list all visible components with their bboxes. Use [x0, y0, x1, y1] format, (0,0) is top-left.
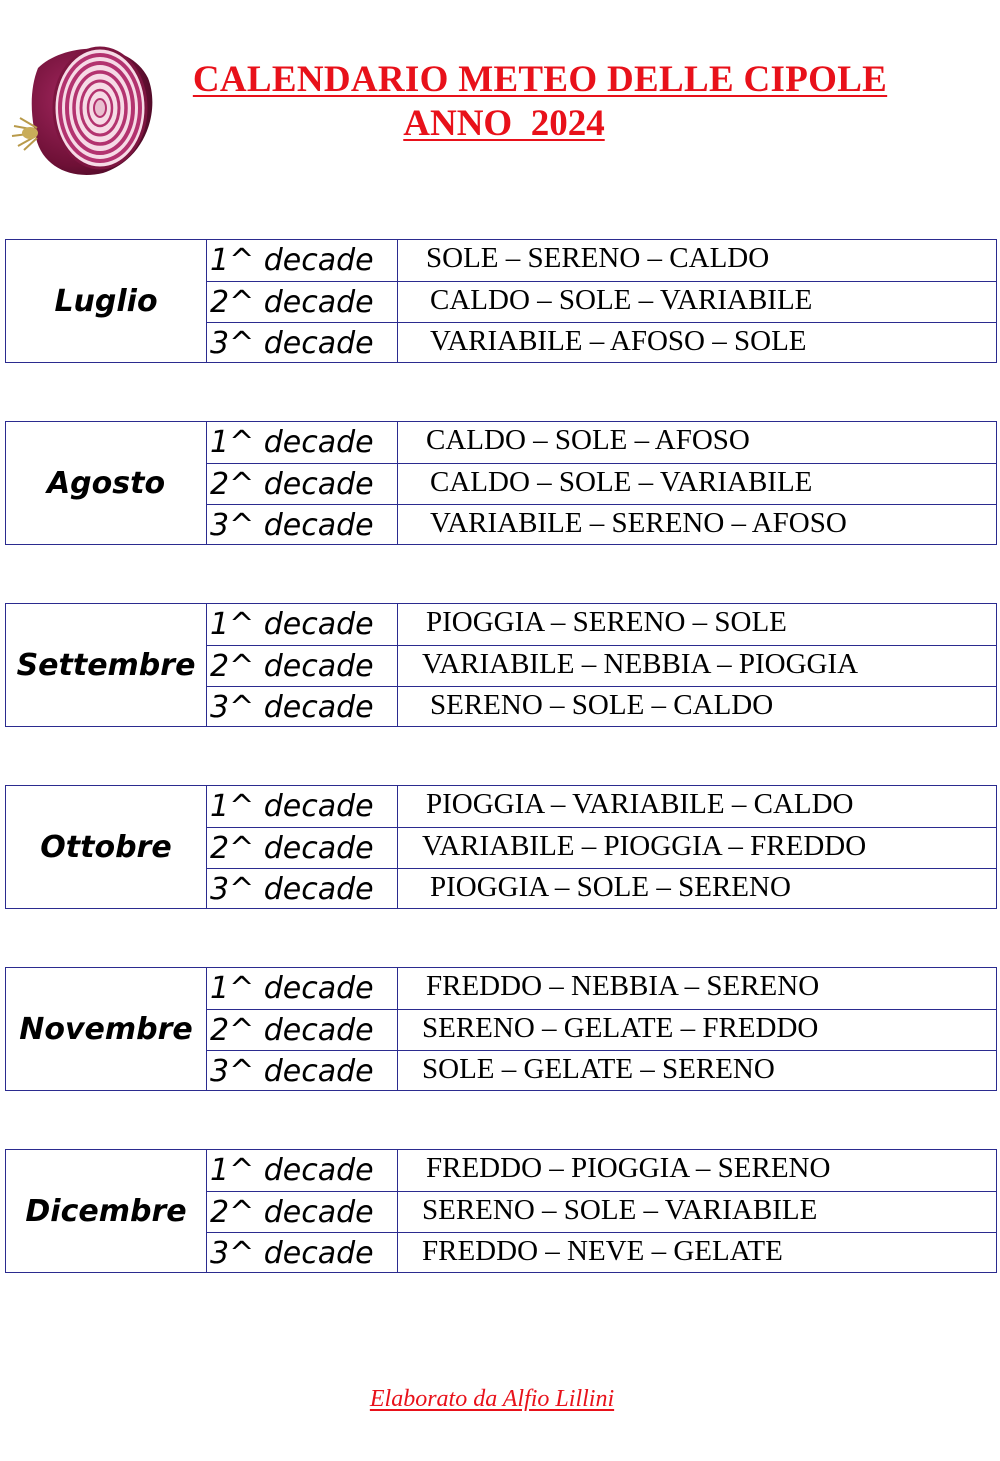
weather-forecast: SERENO – GELATE – FREDDO: [422, 1012, 819, 1044]
decade-label: 2^ decade: [206, 464, 398, 505]
weather-forecast: CALDO – SOLE – VARIABILE: [430, 466, 813, 498]
weather-forecast: FREDDO – NEBBIA – SERENO: [426, 970, 820, 1002]
month-name: Agosto: [6, 422, 207, 544]
month-name: Settembre: [6, 604, 207, 726]
weather-forecast: FREDDO – NEVE – GELATE: [422, 1235, 783, 1267]
decade-row: [206, 1009, 996, 1051]
weather-forecast: FREDDO – PIOGGIA – SERENO: [426, 1152, 831, 1184]
decade-label: 1^ decade: [206, 1150, 398, 1191]
decade-label: 3^ decade: [206, 323, 398, 363]
month-table-settembre: [5, 603, 997, 727]
decade-label: 1^ decade: [206, 968, 398, 1009]
decade-label: 2^ decade: [206, 828, 398, 869]
decade-row: [206, 1232, 996, 1273]
decade-row: [206, 463, 996, 505]
weather-forecast: SERENO – SOLE – VARIABILE: [422, 1194, 818, 1226]
decade-row: [206, 422, 996, 463]
author-credit: Elaborato da Alfio Lillini: [369, 1386, 615, 1412]
decade-label: 2^ decade: [206, 282, 398, 323]
decade-label: 2^ decade: [206, 646, 398, 687]
weather-forecast: VARIABILE – NEBBIA – PIOGGIA: [422, 648, 859, 680]
weather-forecast: SOLE – SERENO – CALDO: [426, 242, 770, 274]
month-table-dicembre: [5, 1149, 997, 1273]
month-table-novembre: [5, 967, 997, 1091]
weather-forecast: VARIABILE – AFOSO – SOLE: [430, 325, 807, 357]
weather-forecast: CALDO – SOLE – VARIABILE: [430, 284, 813, 316]
decade-row: [206, 645, 996, 687]
page-title: CALENDARIO METEO DELLE CIPOLE: [192, 59, 888, 100]
month-name: Dicembre: [6, 1150, 207, 1272]
weather-forecast: SERENO – SOLE – CALDO: [430, 689, 774, 721]
decade-row: [206, 1191, 996, 1233]
month-table-luglio: [5, 239, 997, 363]
decade-row: [206, 968, 996, 1009]
decade-row: [206, 686, 996, 727]
page-subtitle-year: ANNO 2024: [403, 103, 605, 144]
weather-forecast: SOLE – GELATE – SERENO: [422, 1053, 775, 1085]
decade-label: 1^ decade: [206, 240, 398, 281]
decade-row: [206, 827, 996, 869]
decade-row: [206, 604, 996, 645]
weather-forecast: PIOGGIA – SOLE – SERENO: [430, 871, 791, 903]
weather-forecast: PIOGGIA – SERENO – SOLE: [426, 606, 787, 638]
decade-label: 1^ decade: [206, 422, 398, 463]
decade-row: [206, 240, 996, 281]
decade-label: 3^ decade: [206, 505, 398, 545]
decade-row: [206, 281, 996, 323]
decade-row: [206, 504, 996, 545]
weather-forecast: VARIABILE – PIOGGIA – FREDDO: [422, 830, 867, 862]
decade-row: [206, 786, 996, 827]
weather-forecast: CALDO – SOLE – AFOSO: [426, 424, 750, 456]
month-table-agosto: [5, 421, 997, 545]
decade-label: 3^ decade: [206, 1051, 398, 1091]
decade-label: 3^ decade: [206, 1233, 398, 1273]
month-name: Ottobre: [6, 786, 207, 908]
decade-label: 2^ decade: [206, 1010, 398, 1051]
weather-forecast: PIOGGIA – VARIABILE – CALDO: [426, 788, 854, 820]
decade-label: 3^ decade: [206, 687, 398, 727]
decade-label: 3^ decade: [206, 869, 398, 909]
month-name: Luglio: [6, 240, 207, 362]
weather-forecast: VARIABILE – SERENO – AFOSO: [430, 507, 847, 539]
decade-row: [206, 1050, 996, 1091]
decade-label: 1^ decade: [206, 604, 398, 645]
decade-row: [206, 322, 996, 363]
decade-row: [206, 1150, 996, 1191]
decade-label: 2^ decade: [206, 1192, 398, 1233]
month-table-ottobre: [5, 785, 997, 909]
decade-label: 1^ decade: [206, 786, 398, 827]
month-name: Novembre: [6, 968, 207, 1090]
decade-row: [206, 868, 996, 909]
